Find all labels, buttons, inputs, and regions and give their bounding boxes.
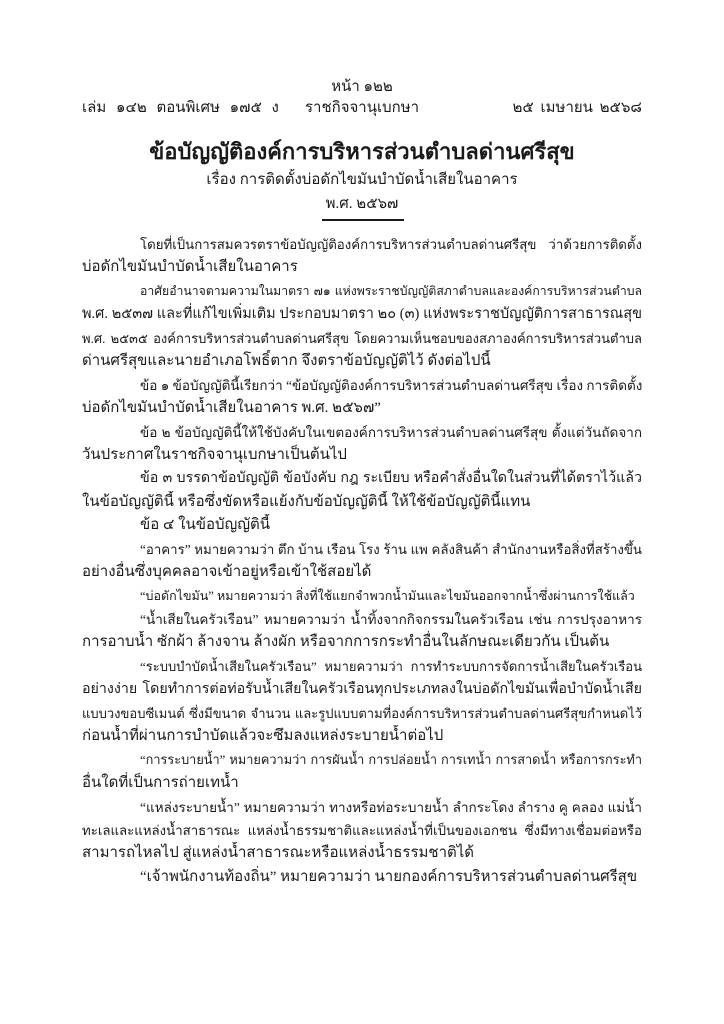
text-line: ข้อ ๓ บรรดาข้อบัญญัติ ข้อบังคับ กฎ ระเบียบ หรือคำสั่งอื่นใดในส่วนที่ได้ตราไว้แล้ว <box>140 470 642 487</box>
text-line: การอาบน้ำ ซักผ้า ล้างจาน ล้างผัก หรือจากการกระทำอื่นในลักษณะเดียวกัน เป็นต้น <box>82 634 610 651</box>
text-line: “การระบายน้ำ” หมายความว่า การผันน้ำ การปล่อยน้ำ การเทน้ำ การสาดน้ำ หรือการกระทำ <box>140 752 642 767</box>
text-line: โดยที่เป็นการสมควรตราข้อบัญญัติองค์การบริหารส่วนตำบลด่านศรีสุข ว่าด้วยการติดตั้ง <box>140 237 642 252</box>
paragraph <box>82 514 642 537</box>
text-line: “แหล่งระบายน้ำ” หมายความว่า ทางหรือท่อระบายน้ำ ลำกระโดง ลำราง คู คลอง แม่น้ำ <box>140 799 642 815</box>
gazette-date: ๒๕ เมษายน ๒๕๖๘ <box>512 100 642 116</box>
gazette-name: ราชกิจจานุเบกษา <box>304 100 420 116</box>
text-line: แบบวงขอบซีเมนต์ ซึ่งมีขนาด จำนวน และรูปแบบตามที่องค์การบริหารส่วนตำบลด่านศรีสุขกำหนดไว้ <box>82 705 642 721</box>
text-line: อาศัยอำนาจตามความในมาตรา ๗๑ แห่งพระราชบัญญัติสภาตำบลและองค์การบริหารส่วนตำบล <box>140 283 642 298</box>
document-subject: เรื่อง การติดตั้งบ่อดักไขมันบำบัดน้ำเสียในอาคาร <box>206 172 518 188</box>
paragraph <box>82 796 642 866</box>
paragraph <box>82 538 642 585</box>
text-line: วันประกาศในราชกิจจานุเบกษาเป็นต้นไป <box>82 446 347 463</box>
title-divider <box>322 219 404 221</box>
paragraph <box>82 374 642 421</box>
paragraph <box>82 608 642 655</box>
document-year: พ.ศ. ๒๕๖๗ <box>325 196 399 212</box>
paragraph <box>82 233 642 280</box>
paragraph <box>82 280 642 374</box>
text-line: “เจ้าพนักงานท้องถิ่น” หมายความว่า นายกองค์การบริหารส่วนตำบลด่านศรีสุข <box>140 868 638 885</box>
text-line: ข้อ ๑ ข้อบัญญัตินี้เรียกว่า “ข้อบัญญัติองค์การบริหารส่วนตำบลด่านศรีสุข เรื่อง การติดตั้ง <box>140 377 642 393</box>
paragraph <box>82 866 642 889</box>
text-line: “ระบบบำบัดน้ำเสียในครัวเรือน” หมายความว่า การทำระบบการจัดการน้ำเสียในครัวเรือน <box>140 658 642 674</box>
paragraph <box>82 655 642 749</box>
page-number: หน้า ๑๒๒ <box>331 79 393 95</box>
text-line: “บ่อดักไขมัน” หมายความว่า สิ่งที่ใช้แยกจำพวกน้ำมันและไขมันออกจากน้ำซึ่งผ่านการใช้แล้ว <box>140 588 635 603</box>
text-line: “อาคาร” หมายความว่า ตึก บ้าน เรือน โรง ร้าน แพ คลังสินค้า สำนักงานหรือสิ่งที่สร้างขึ้น <box>140 541 642 557</box>
gazette-header <box>82 97 642 119</box>
text-line: ด่านศรีสุขและนายอำเภอโพธิ์ตาก จึงตราข้อบัญญัติไว้ ดังต่อไปนี้ <box>82 353 491 370</box>
text-line: อย่างอื่นซึ่งบุคคลอาจเข้าอยู่หรือเข้าใช้สอยได้ <box>82 564 372 581</box>
text-line: บ่อดักไขมันบำบัดน้ำเสียในอาคาร <box>82 259 298 276</box>
text-line: อื่นใดที่เป็นการถ่ายเทน้ำ <box>82 775 239 792</box>
text-line: ข้อ ๔ ในข้อบัญญัตินี้ <box>140 517 271 534</box>
paragraph <box>82 585 642 608</box>
paragraph <box>82 421 642 468</box>
text-line: พ.ศ. ๒๕๓๗ และที่แก้ไขเพิ่มเติม ประกอบมาตรา ๒๐ (๓) แห่งพระราชบัญญัติการสาธารณสุข <box>82 306 642 323</box>
text-line: ข้อ ๒ ข้อบัญญัตินี้ให้ใช้บังคับในเขตองค์การบริหารส่วนตำบลด่านศรีสุข ตั้งแต่วันถัดจาก <box>140 424 642 440</box>
text-line: ในข้อบัญญัตินี้ หรือซึ่งขัดหรือแย้งกับข้อบัญญัตินี้ ให้ใช้ข้อบัญญัตินี้แทน <box>82 493 531 510</box>
text-line: บ่อดักไขมันบำบัดน้ำเสียในอาคาร พ.ศ. ๒๕๖๗” <box>82 400 381 417</box>
document-body <box>82 233 642 889</box>
text-line: ก่อนน้ำที่ผ่านการบำบัดแล้วจะซึมลงแหล่งระบายน้ำต่อไป <box>82 728 444 745</box>
text-line: “น้ำเสียในครัวเรือน” หมายความว่า น้ำทิ้งจากกิจกรรมในครัวเรือน เช่น การปรุงอาหาร <box>140 612 642 627</box>
text-line: ทะเลและแหล่งน้ำสาธารณะ แหล่งน้ำธรรมชาติและแหล่งน้ำที่เป็นของเอกชน ซึ่งมีทางเชื่อมต่อหรือ <box>82 822 642 838</box>
paragraph <box>82 749 642 796</box>
text-line: สามารถไหลไป สู่แหล่งน้ำสาธารณะหรือแหล่งน้ำธรรมชาติได้ <box>82 845 475 862</box>
gazette-volume: เล่ม ๑๔๒ ตอนพิเศษ ๑๗๕ ง <box>82 100 279 116</box>
text-line: พ.ศ. ๒๕๓๕ องค์การบริหารส่วนตำบลด่านศรีสุข โดยความเห็นชอบของสภาองค์การบริหารส่วนตำบล <box>82 330 642 346</box>
paragraph <box>82 467 642 514</box>
document-title: ข้อบัญญัติองค์การบริหารส่วนตำบลด่านศรีสุข <box>149 139 575 164</box>
text-line: อย่างง่าย โดยทำการต่อท่อรับน้ำเสียในครัวเรือนทุกประเภทลงในบ่อดักไขมันเพื่อบำบัดน้ำเสีย <box>82 681 642 698</box>
